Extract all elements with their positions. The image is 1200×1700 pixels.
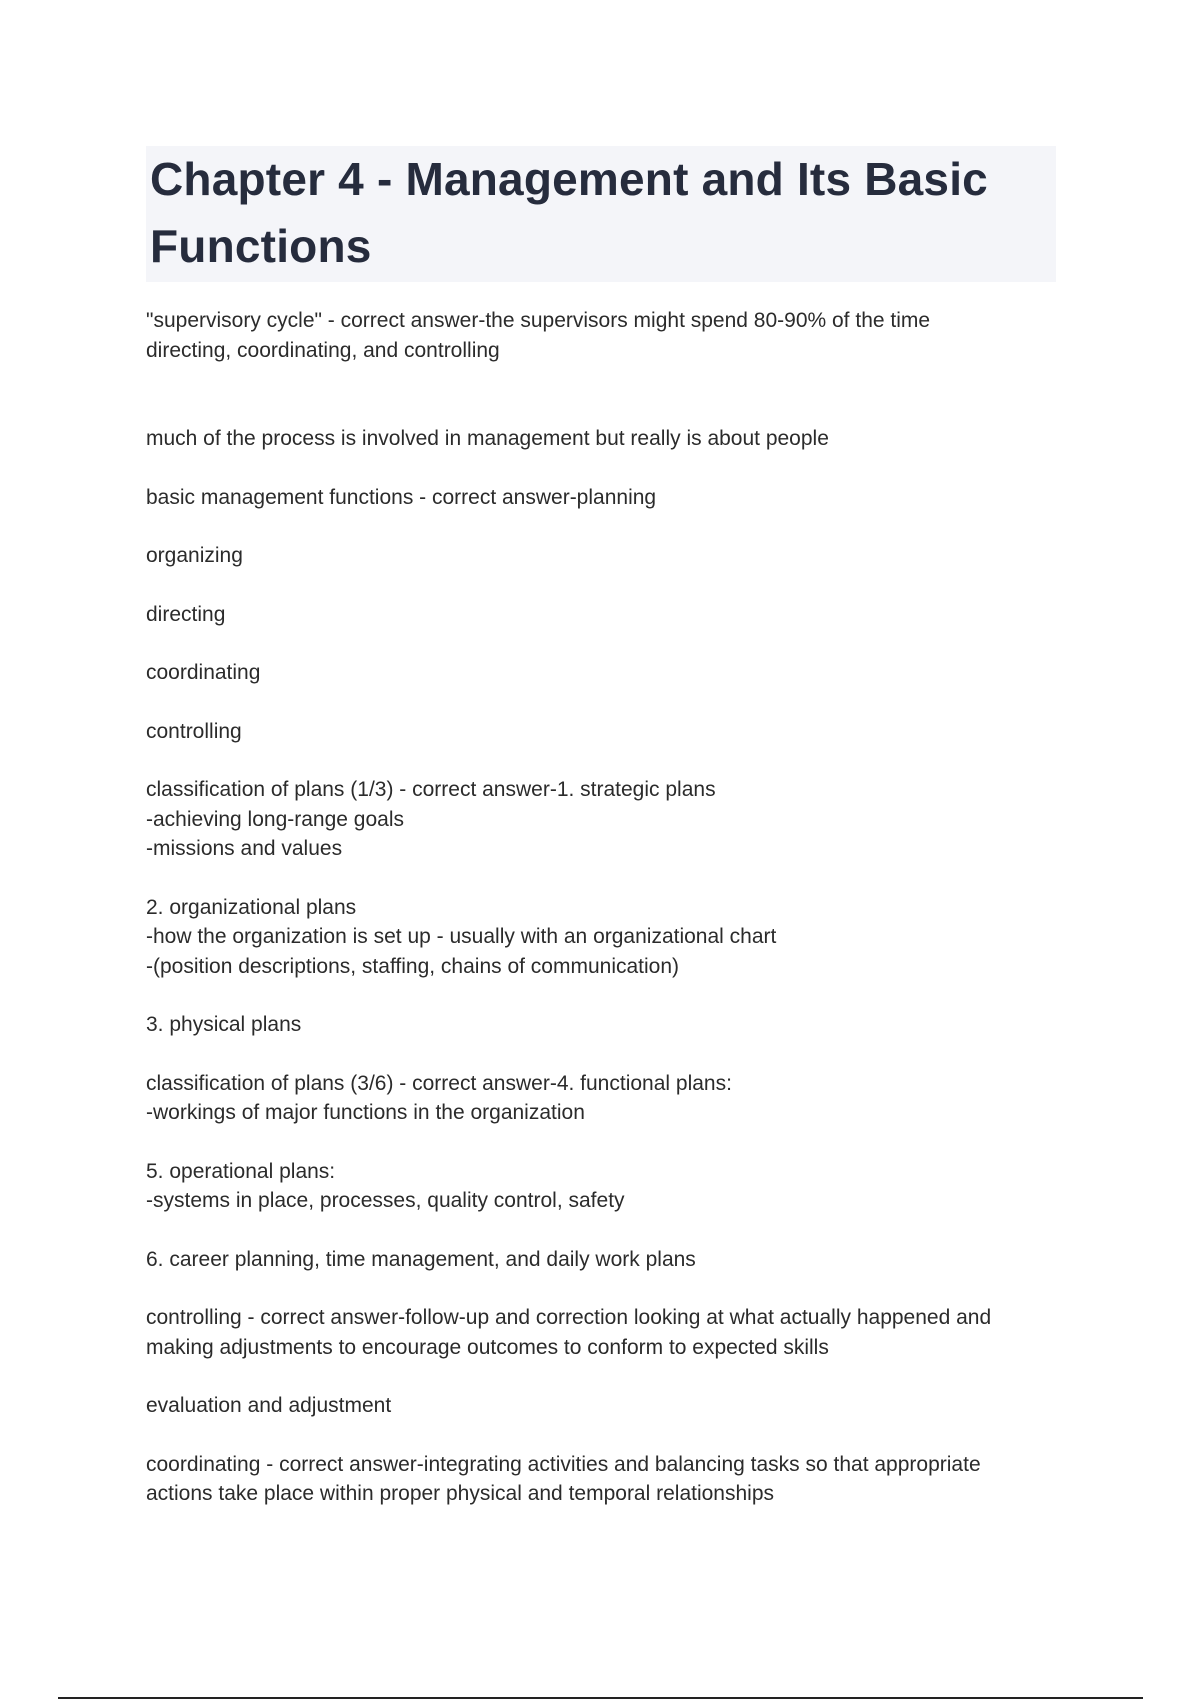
paragraph-operational-plans [146,1157,1066,1216]
text-line: 3. physical plans [146,1013,302,1036]
paragraph-physical-plans [146,1010,1066,1040]
text-line: controlling [146,719,242,743]
text-line: 2. organizational plans [146,895,357,919]
paragraph-evaluation [146,1391,1066,1421]
text-line: 6. career planning, time management, and daily work plans [146,1247,696,1271]
text-line: -missions and values [146,837,343,860]
text-line: -how the organization is set up - usually with an organizational chart [146,925,777,948]
paragraph-career-planning [146,1245,1066,1275]
text-line: -achieving long-range goals [146,807,404,831]
text-line: organizing [146,544,243,567]
text-line: coordinating [146,661,261,684]
page-bottom-divider [58,1697,1143,1699]
text-line: making adjustments to encourage outcomes to conform to expected skills [146,1335,829,1359]
text-line: basic management functions - correct answer-planning [146,485,657,509]
text-line: classification of plans (1/3) - correct answer-1. strategic plans [146,778,716,801]
paragraph-coordinating [146,658,1066,688]
text-line: coordinating - correct answer-integrating activities and balancing tasks so that appropriate [146,1452,981,1476]
title-banner [146,146,1056,282]
text-line: directing [146,602,226,626]
text-line: much of the process is involved in management but really is about people [146,427,829,450]
page-title: Chapter 4 - Management and Its Basic Functions [150,153,988,272]
text-line: evaluation and adjustment [146,1394,392,1417]
document-body [146,306,1066,1509]
paragraph-supervisory-cycle [146,306,1066,365]
paragraph-coordinating-definition [146,1450,1066,1509]
text-line: -workings of major functions in the organization [146,1101,585,1124]
paragraph-plans-1-3 [146,775,1066,864]
paragraph-organizing [146,541,1066,571]
text-line: actions take place within proper physical and temporal relationships [146,1482,775,1505]
text-line: controlling - correct answer-follow-up and correction looking at what actually happened and [146,1306,992,1329]
paragraph-controlling-definition [146,1303,1066,1362]
paragraph-process [146,424,1066,454]
text-line: -(position descriptions, staffing, chains of communication) [146,954,680,978]
text-line: "supervisory cycle" - correct answer-the supervisors might spend 80-90% of the time [146,309,931,332]
paragraph-organizational-plans [146,893,1066,982]
text-line: 5. operational plans: [146,1159,336,1183]
text-line: -systems in place, processes, quality control, safety [146,1189,625,1212]
paragraph-plans-3-6 [146,1069,1066,1128]
paragraph-directing [146,600,1066,630]
paragraph-controlling [146,717,1066,747]
text-line: directing, coordinating, and controlling [146,338,500,362]
text-line: classification of plans (3/6) - correct answer-4. functional plans: [146,1071,732,1095]
paragraph-basic-functions [146,483,1066,513]
